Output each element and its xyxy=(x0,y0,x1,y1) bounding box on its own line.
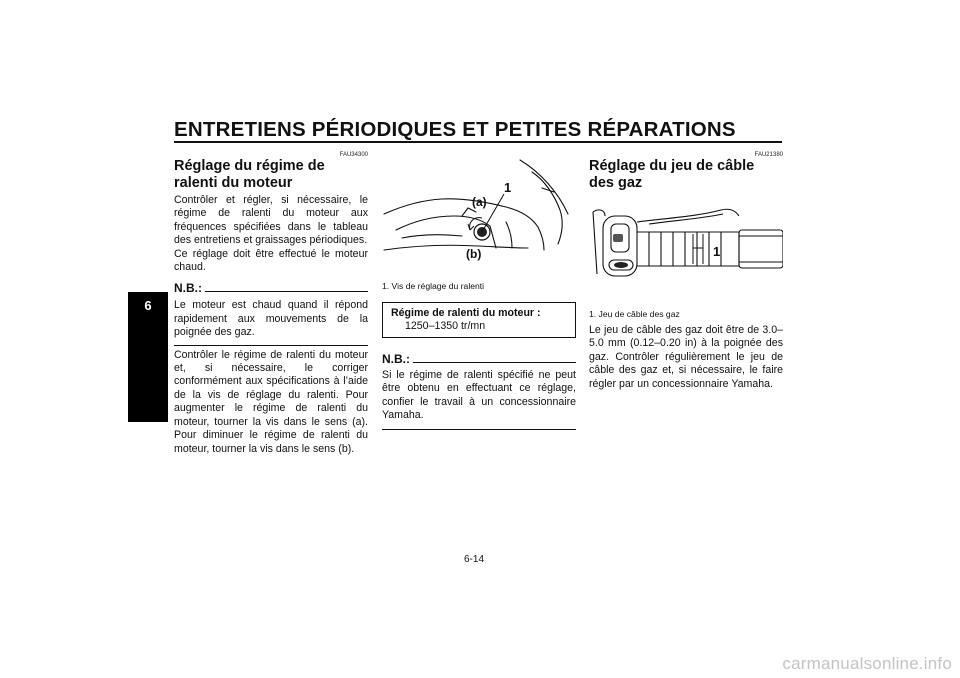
intro-text xyxy=(174,194,368,274)
intro-paragraph: Ce réglage doit être effectué le moteur chaud. xyxy=(174,247,368,274)
nb-text: Si le régime de ralenti spécifié ne peut être obtenu en effectuant ce réglage, confier le travail à un concessionnaire Yamaha. xyxy=(382,369,576,422)
figure-callout-a: (a) xyxy=(472,195,487,209)
procedure-text: Contrôler le régime de ralenti du moteur et, si nécessaire, le corriger conformément aux spécifications à l’aide de la vis de réglage du ralenti. Pour augmenter le régime de ralenti du moteur, tourner la vis dans le sens (a). Pour diminuer le régime de ralenti du moteur, tourner la vis dans le sens (b). xyxy=(174,348,368,455)
spec-box xyxy=(382,302,576,338)
nb-text: Le moteur est chaud quand il répond rapidement aux mouvements de la poignée des gaz. xyxy=(174,299,368,339)
watermark: carmanualsonline.info xyxy=(782,654,952,673)
column-3 xyxy=(589,152,783,391)
figure-caption: 1. Vis de réglage du ralenti xyxy=(382,281,485,291)
column-2 xyxy=(382,152,576,430)
section-title: Réglage du jeu de câble des gaz xyxy=(589,158,755,191)
section-code: FAU34300 xyxy=(339,152,368,158)
chapter-number: 6 xyxy=(144,298,152,313)
intro-paragraph: Contrôler et régler, si nécessaire, le régime de ralenti du moteur aux fréquences spécifiées dans le tableau des entretiens et graissages périodiques. xyxy=(174,194,368,247)
figure-callout-1: 1 xyxy=(713,244,721,259)
figure-callout-1: 1 xyxy=(504,180,512,195)
nb-heading xyxy=(174,281,368,295)
column-1 xyxy=(174,152,368,456)
figure-callout-b: (b) xyxy=(466,247,482,261)
section-title: Réglage du régime de ralenti du moteur xyxy=(174,158,325,191)
nb-end-rule xyxy=(174,345,368,346)
figure-caption: 1. Jeu de câble des gaz xyxy=(589,309,680,319)
cable-play-text: Le jeu de câble des gaz doit être de 3.0–5.0 mm (0.12–0.20 in) à la poignée des gaz. Contrôler régulièrement le jeu de câble des gaz et, si nécessaire, le faire régler par un concessionnaire Yamaha. xyxy=(589,324,783,390)
nb-label: N.B.: xyxy=(382,352,410,366)
nb-label: N.B.: xyxy=(174,281,202,296)
chapter-tab xyxy=(128,292,168,422)
nb-line xyxy=(205,291,368,292)
spec-label: Régime de ralenti du moteur : xyxy=(391,307,541,319)
throttle-grip-figure xyxy=(589,204,783,292)
header-rule xyxy=(174,141,782,143)
spec-value: 1250–1350 tr/mn xyxy=(405,320,486,332)
section-code: FAU21380 xyxy=(754,152,783,158)
page-number: 6-14 xyxy=(464,554,485,565)
idle-screw-figure xyxy=(382,152,576,270)
nb-heading xyxy=(382,352,576,366)
page-header-title: ENTRETIENS PÉRIODIQUES ET PETITES RÉPARATIONS xyxy=(174,118,736,141)
nb-end-rule xyxy=(382,429,576,430)
nb-line xyxy=(413,362,576,363)
